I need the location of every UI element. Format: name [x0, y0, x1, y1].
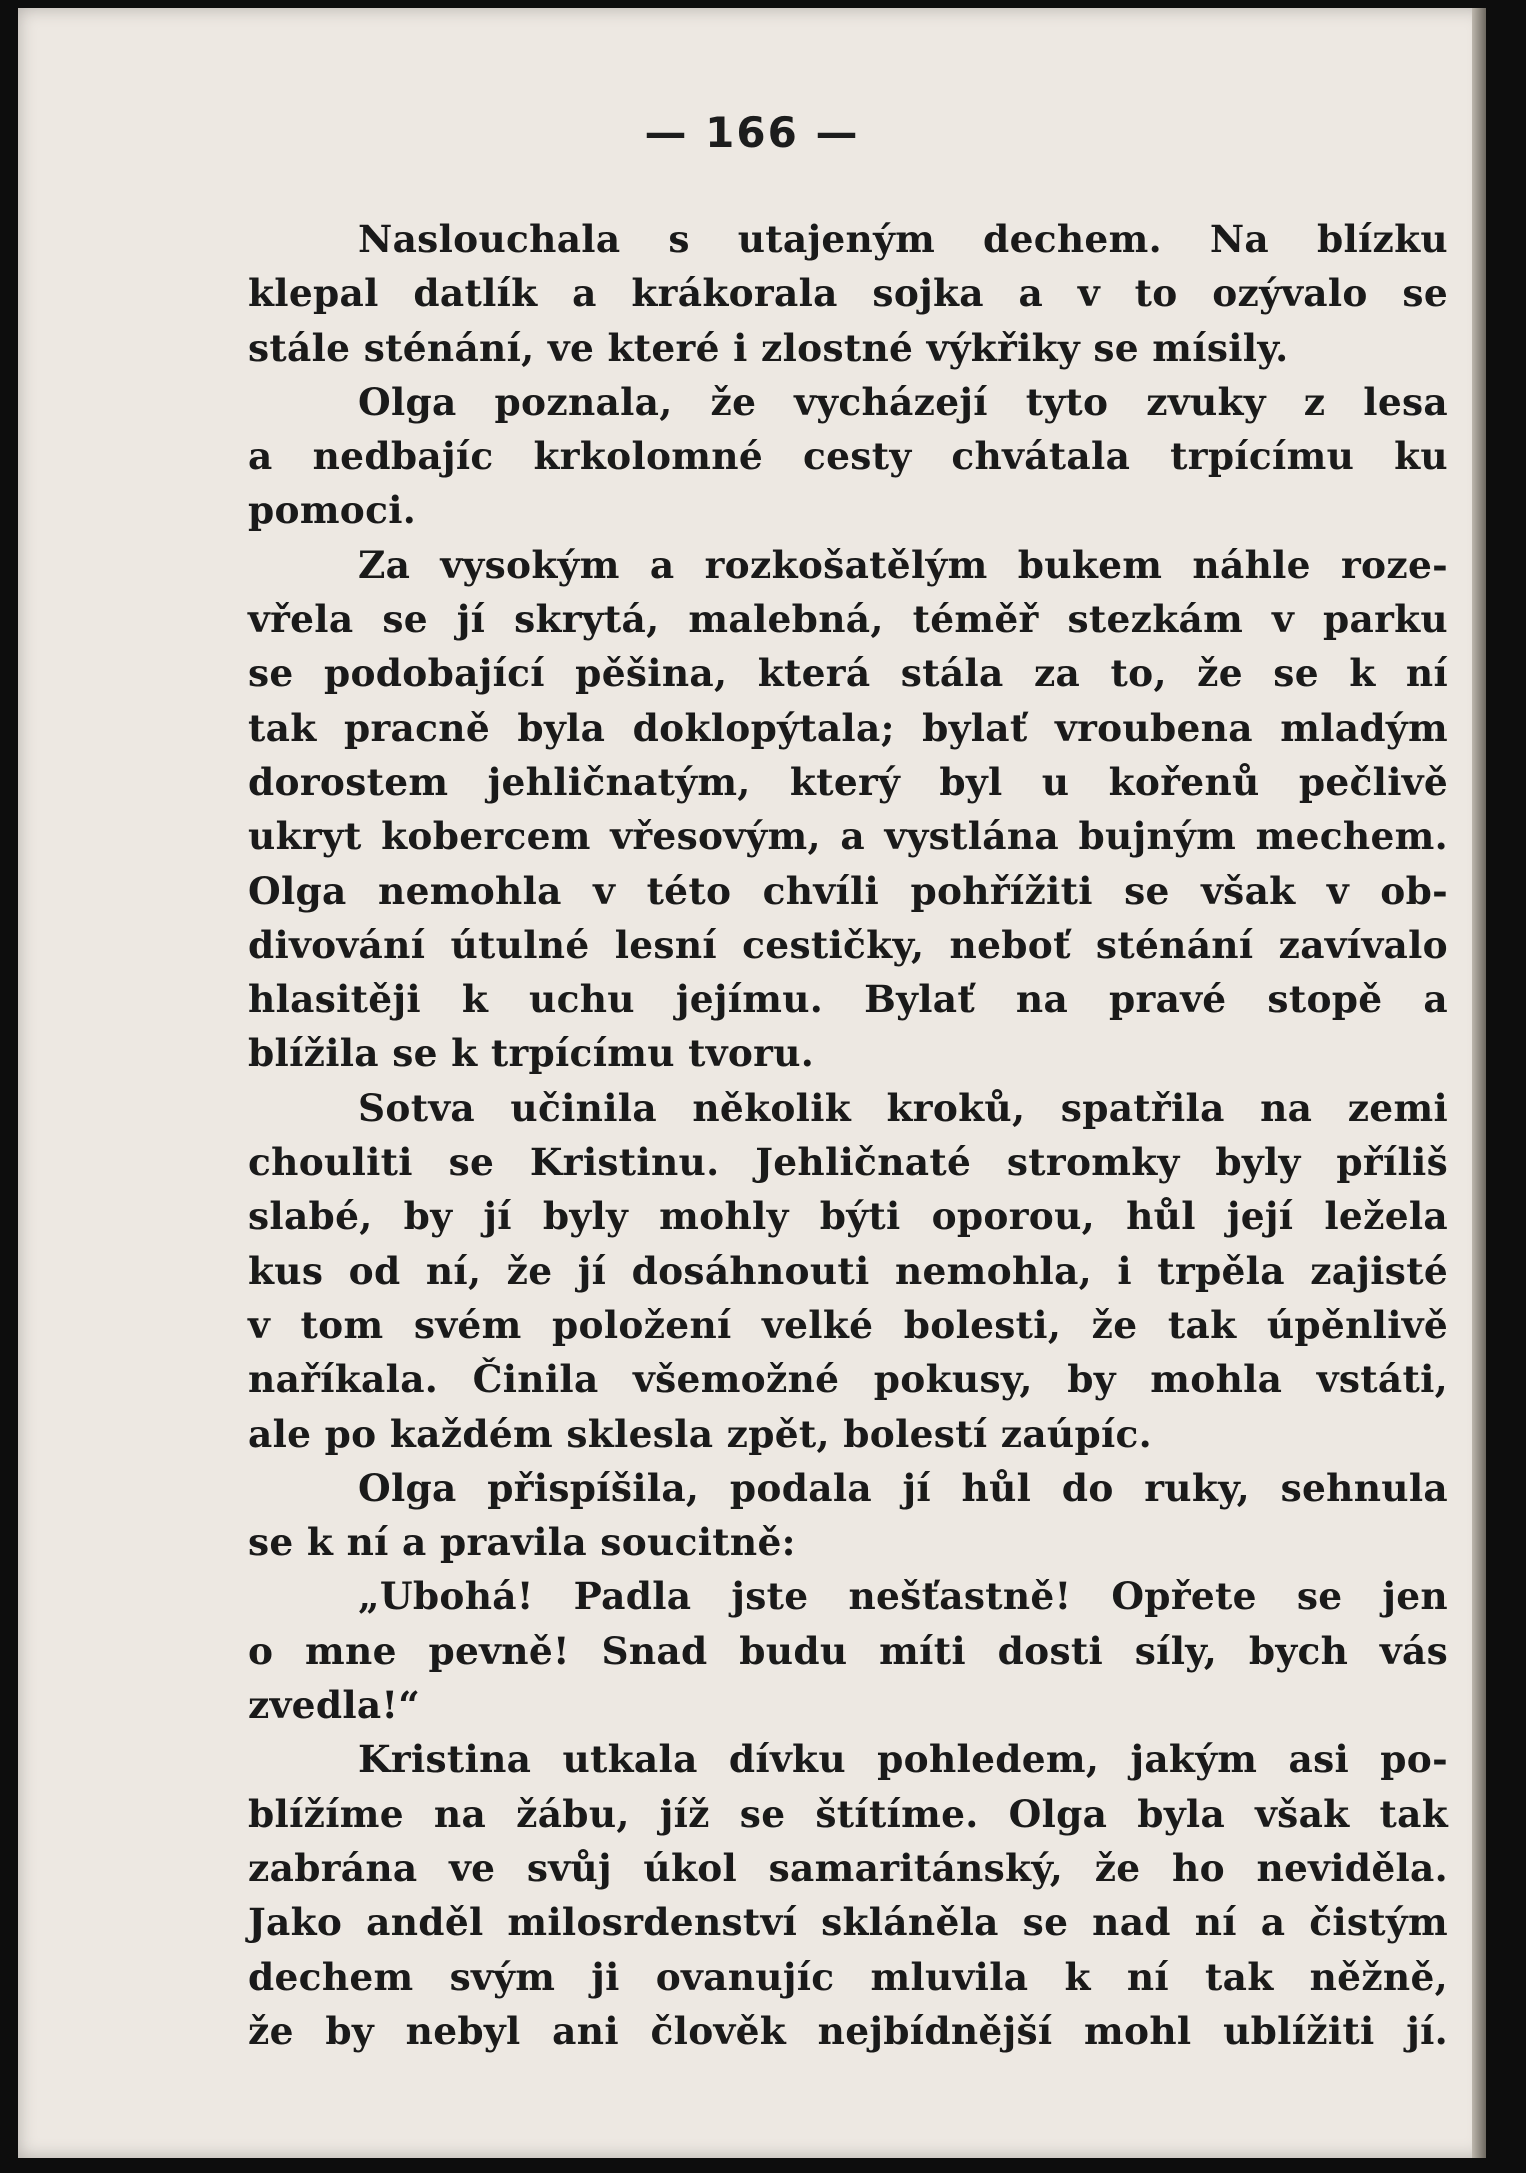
text-line: pomoci. [248, 488, 417, 533]
text-line: se podobající pěšina, která stála za to, že se k ní [248, 651, 1448, 696]
page-number: — 166 — [644, 108, 860, 157]
body-text [248, 212, 1448, 2058]
text-line: zabrána ve svůj úkol samaritánský, že ho neviděla. [248, 1845, 1448, 1890]
text-line: klepal datlík a krákorala sojka a v to ozývalo se [248, 271, 1448, 316]
text-line: v tom svém položení velké bolesti, že tak úpěnlivě [248, 1302, 1448, 1347]
text-line: se k ní a pravila soucitně: [248, 1520, 796, 1565]
text-line: ale po každém sklesla zpět, bolestí zaúpíc. [248, 1411, 1153, 1456]
text-line: Sotva učinila několik kroků, spatřila na zemi [358, 1085, 1448, 1130]
text-line: tak pracně byla doklopýtala; bylať vroubena mladým [248, 705, 1448, 750]
text-line: divování útulné lesní cestičky, neboť sténání zavívalo [248, 922, 1448, 967]
text-line: chouliti se Kristinu. Jehličnaté stromky byly příliš [248, 1140, 1448, 1185]
text-line: dorostem jehličnatým, který byl u kořenů pečlivě [248, 759, 1448, 804]
text-line: kus od ní, že jí dosáhnouti nemohla, i trpěla zajisté [248, 1248, 1448, 1293]
text-line: stále sténání, ve které i zlostné výkřiky se mísily. [248, 325, 1289, 370]
text-line: a nedbajíc krkolomné cesty chvátala trpícímu ku [248, 434, 1448, 479]
text-line: blížila se k trpícímu tvoru. [248, 1031, 815, 1076]
text-line: naříkala. Činila všemožné pokusy, by mohla vstáti, [248, 1357, 1448, 1402]
text-line: hlasitěji k uchu jejímu. Bylať na pravé stopě a [248, 977, 1448, 1022]
text-line: o mne pevně! Snad budu míti dosti síly, bych vás [248, 1628, 1448, 1673]
text-line: Olga nemohla v této chvíli pohřížiti se však v ob- [248, 868, 1448, 913]
page-edge [1472, 8, 1486, 2158]
text-line: slabé, by jí byly mohly býti oporou, hůl její ležela [248, 1194, 1448, 1239]
text-line: dechem svým ji ovanujíc mluvila k ní tak něžně, [248, 1954, 1448, 1999]
text-line: blížíme na žábu, jíž se štítíme. Olga byla však tak [248, 1791, 1448, 1836]
text-line: Olga poznala, že vycházejí tyto zvuky z lesa [358, 379, 1448, 424]
text-line: Jako anděl milosrdenství skláněla se nad ní a čistým [248, 1900, 1448, 1945]
text-line: ukryt kobercem vřesovým, a vystlána bujným mechem. [248, 814, 1448, 859]
text-line: Naslouchala s utajeným dechem. Na blízku [358, 217, 1448, 261]
text-line: „Ubohá! Padla jste nešťastně! Opřete se jen [358, 1574, 1448, 1619]
text-line: že by nebyl ani člověk nejbídnější mohl ublížiti jí. [248, 2008, 1448, 2053]
text-line: Olga přispíšila, podala jí hůl do ruky, sehnula [358, 1465, 1448, 1510]
text-line: Kristina utkala dívku pohledem, jakým asi po- [358, 1737, 1448, 1782]
text-line: zvedla!“ [248, 1683, 421, 1728]
text-line: vřela se jí skrytá, malebná, téměř stezkám v parku [248, 597, 1448, 642]
book-page [18, 8, 1486, 2158]
text-line: Za vysokým a rozkošatělým bukem náhle roze- [358, 542, 1448, 587]
